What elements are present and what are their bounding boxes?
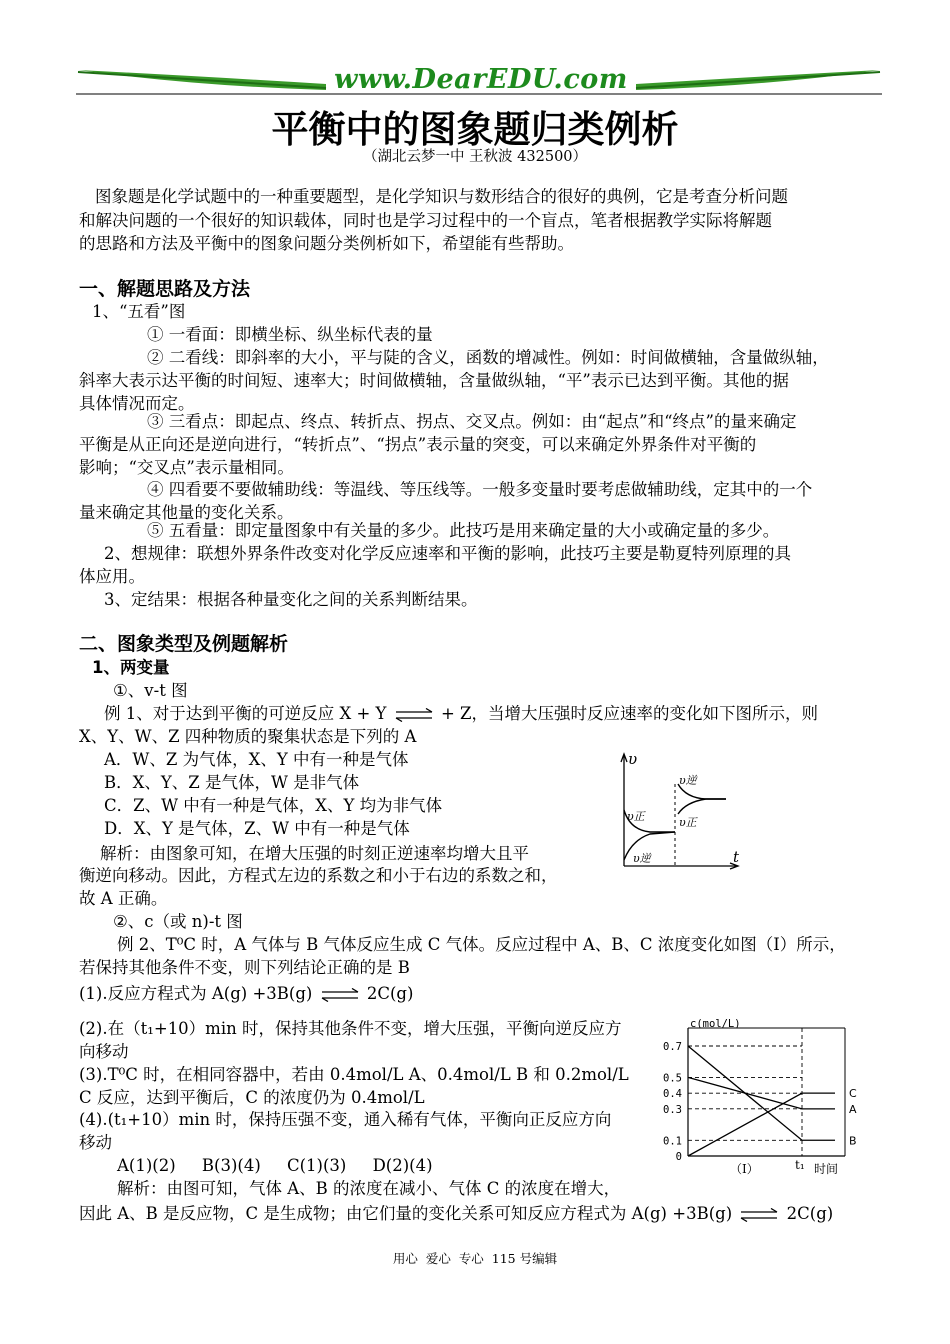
option-c: C．Z、W 中有一种是气体，X、Y 均为非气体 <box>104 796 443 815</box>
page-title: 平衡中的图象题归类例析 <box>271 108 679 151</box>
equilibrium-arrow-icon <box>737 1208 781 1222</box>
analysis1-line-3: 故 A 正确。 <box>79 889 168 908</box>
site-logo-text: www.DearEDU.com <box>334 64 628 95</box>
intro-line-2: 和解决问题的一个很好的知识载体，同时也是学习过程中的一个盲点，笔者根据教学实际将解题 <box>79 211 772 230</box>
vt-heading: ①、v-t 图 <box>113 681 188 700</box>
vt-x-label: t <box>733 848 740 866</box>
ct-tick-label: 0.5 <box>663 1072 682 1085</box>
statement-2-line-1: (2).在（t₁+10）min 时，保持其他条件不变，增大压强，平衡向逆反应方 <box>79 1019 622 1038</box>
ct-tick-label: 0 <box>675 1151 682 1163</box>
statement-3-line-1: (3).T⁰C 时，在相同容器中，若由 0.4mol/L A、0.4mol/L B 和 0.2mol/L <box>79 1065 629 1084</box>
k2-line-3: 具体情况而定。 <box>79 394 195 413</box>
ct-y-label: c(mol/L) <box>690 1018 741 1030</box>
item2-line-2: 体应用。 <box>79 567 145 586</box>
section2-heading: 二、图象类型及例题解析 <box>79 633 289 655</box>
k3-line-2: 平衡是从正向还是逆向进行，“转折点”、“拐点”表示量的突变，可以来确定外界条件对平衡的 <box>79 435 757 454</box>
ct-tick-label: 0.3 <box>663 1103 682 1116</box>
statement-4-line-2: 移动 <box>79 1133 112 1152</box>
option-d: D．X、Y 是气体，Z、W 中有一种是气体 <box>104 819 410 838</box>
option-a: A．W、Z 为气体，X、Y 中有一种是气体 <box>104 750 409 769</box>
statement-1: (1).反应方程式为 A(g) +3B(g) 2C(g) <box>79 984 414 1003</box>
intro-line-3: 的思路和方法及平衡中的图象问题分类例析如下，希望能有些帮助。 <box>79 234 574 253</box>
ct-series-label-A: A <box>849 1102 857 1116</box>
section2-sub1: 1、两变量 <box>92 658 170 677</box>
k3-line-3: 影响；“交叉点”表示量相同。 <box>79 458 294 477</box>
ct-graph <box>650 1016 880 1180</box>
statement-4-line-1: (4).(t₁+10）min 时，保持压强不变，通入稀有气体，平衡向正反应方向 <box>79 1110 612 1129</box>
vt-new-forward-curve <box>678 799 726 814</box>
author-line: （湖北云梦一中 王秋波 432500） <box>362 149 588 165</box>
k3-line-1: ③ 三看点：即起点、终点、转折点、拐点、交叉点。例如：由“起点”和“终点”的量来确定 <box>147 412 797 431</box>
equilibrium-arrow-icon <box>318 988 362 1002</box>
answer-choices: A(1)(2) B(3)(4) C(1)(3) D(2)(4) <box>117 1156 433 1175</box>
ct-series-label-B: B <box>849 1134 857 1148</box>
vt-label-v-rev-before: υ逆 <box>633 852 651 865</box>
example2-line-1: 例 2、T⁰C 时，A 气体与 B 气体反应生成 C 气体。反应过程中 A、B、C 浓度变化如图（Ⅰ）所示， <box>117 935 846 954</box>
example1-line-2: X、Y、W、Z 四种物质的聚集状态是下列的 A <box>79 727 417 746</box>
section1-heading: 一、解题思路及方法 <box>79 278 251 300</box>
analysis1-line-1: 解析：由图象可知，在增大压强的时刻正逆速率均增大且平 <box>100 844 529 863</box>
figure-vt <box>612 748 747 876</box>
ct-t1-label: t₁ <box>795 1158 805 1172</box>
ct-tick-label: 0.7 <box>663 1041 682 1053</box>
k2-line-1: ② 二看线：即斜率的大小，平与陡的含义，函数的增减性。例如：时间做横轴，含量做纵轴， <box>147 348 829 367</box>
figure-ct <box>650 1016 880 1180</box>
statement-3-line-2: C 反应，达到平衡后，C 的浓度仍为 0.4mol/L <box>79 1088 425 1107</box>
ct-series-label-C: C <box>849 1087 857 1101</box>
ct-caption: （Ⅰ） <box>730 1162 759 1176</box>
analysis2-line-1: 解析：由图可知，气体 A、B 的浓度在减小、气体 C 的浓度在增大， <box>117 1179 621 1198</box>
analysis2-line-2: 因此 A、B 是反应物，C 是生成物；由它们量的变化关系可知反应方程式为 A(g) +3B(g) 2C(g) <box>79 1204 834 1223</box>
ct-heading: ②、c（或 n)-t 图 <box>113 912 243 931</box>
page-footer: 用心 爱心 专心 115 号编辑 <box>392 1251 558 1266</box>
analysis1-line-2: 衡逆向移动。因此，方程式左边的系数之和小于右边的系数之和， <box>79 866 558 885</box>
vt-y-label: υ <box>628 750 638 768</box>
vt-label-v-fwd-after: υ正 <box>679 816 697 829</box>
header-banner <box>76 64 882 98</box>
intro-line-1: 图象题是化学试题中的一种重要题型，是化学知识与数形结合的很好的典例，它是考查分析问题 <box>95 187 788 206</box>
example1-line-1: 例 1、对于达到平衡的可逆反应 X + Y + Z，当增大压强时反应速率的变化如下图所示，则 <box>104 704 818 723</box>
item2-line-1: 2、想规律：联想外界条件改变对化学反应速率和平衡的影响，此技巧主要是勒夏特列原理的具 <box>104 544 791 563</box>
k1-line: ① 一看面：即横坐标、纵坐标代表的量 <box>147 325 433 344</box>
ct-x-label: 时间 <box>814 1162 839 1176</box>
statement-2-line-2: 向移动 <box>79 1042 129 1061</box>
section1-item1: 1、“五看”图 <box>92 302 186 321</box>
vt-label-v-fwd-before: υ正 <box>627 810 645 823</box>
item3-line: 3、定结果：根据各种量变化之间的关系判断结果。 <box>104 590 478 609</box>
equilibrium-arrow-icon <box>392 708 436 722</box>
k5-line: ⑤ 五看量：即定量图象中有关量的多少。此技巧是用来确定量的大小或确定量的多少。 <box>147 521 780 540</box>
option-b: B．X、Y、Z 是气体，W 是非气体 <box>104 773 360 792</box>
ct-series-C <box>688 1093 835 1156</box>
k2-line-2: 斜率大表示达平衡的时间短、速率大；时间做横轴，含量做纵轴，“平”表示已达到平衡。其他的据 <box>79 371 789 390</box>
vt-label-v-rev-after: υ逆 <box>679 774 697 787</box>
ct-tick-label: 0.1 <box>663 1135 682 1148</box>
example2-line-2: 若保持其他条件不变，则下列结论正确的是 B <box>79 958 410 977</box>
ct-tick-label: 0.4 <box>663 1088 682 1101</box>
k4-line-2: 量来确定其他量的变化关系。 <box>79 503 294 522</box>
k4-line-1: ④ 四看要不要做辅助线：等温线、等压线等。一般多变量时要考虑做辅助线，定其中的一个 <box>147 480 813 499</box>
